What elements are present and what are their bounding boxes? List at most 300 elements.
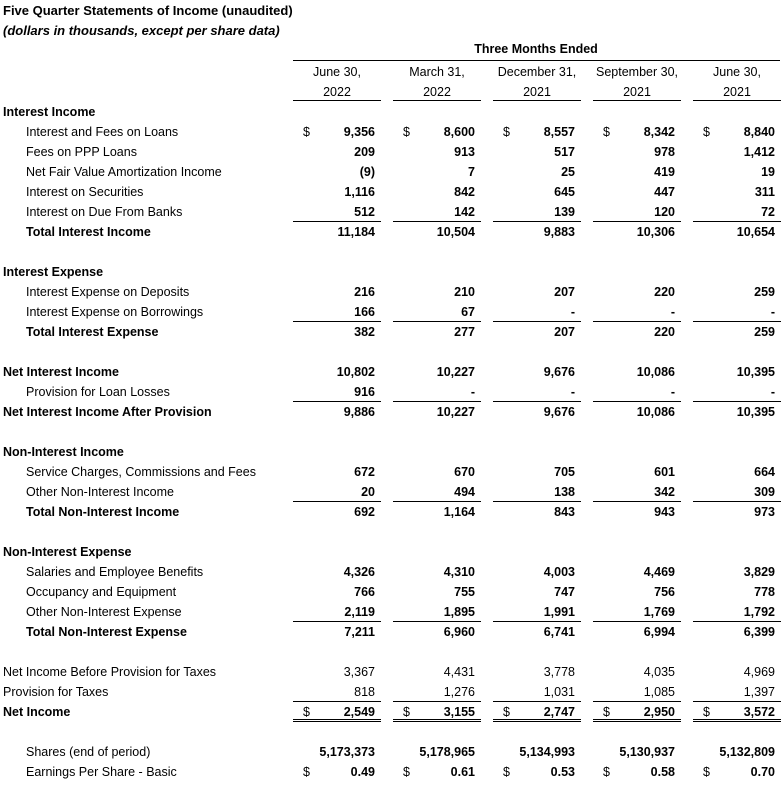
value-number: 1,116 bbox=[344, 185, 375, 199]
column-header-rule bbox=[293, 100, 381, 101]
value-number: 916 bbox=[354, 385, 375, 399]
currency-symbol: $ bbox=[603, 705, 610, 719]
value-cell bbox=[493, 162, 581, 182]
value-number: 7,211 bbox=[344, 625, 375, 639]
value-cell bbox=[593, 562, 681, 582]
value-cell bbox=[293, 702, 381, 722]
value-number: 8,600 bbox=[443, 125, 475, 139]
column-header-rule bbox=[393, 100, 481, 101]
row-label: Net Income bbox=[3, 705, 71, 719]
value-cell bbox=[593, 582, 681, 602]
value-number: 10,086 bbox=[636, 405, 675, 419]
value-number: 1,276 bbox=[443, 685, 475, 699]
value-cell bbox=[493, 562, 581, 582]
value-number: 842 bbox=[454, 185, 475, 199]
row-label: Total Non-Interest Income bbox=[26, 505, 180, 519]
row-label: Net Interest Income After Provision bbox=[3, 405, 212, 419]
value-number: 10,654 bbox=[736, 225, 775, 239]
row-label: Interest on Due From Banks bbox=[26, 205, 183, 219]
value-cell bbox=[493, 302, 581, 322]
value-cell bbox=[693, 302, 781, 322]
value-cell bbox=[293, 122, 381, 142]
value-number: 419 bbox=[654, 165, 675, 179]
value-number: 9,356 bbox=[343, 125, 375, 139]
value-number: 672 bbox=[354, 465, 375, 479]
value-cell bbox=[693, 742, 781, 762]
value-number: - bbox=[770, 385, 775, 399]
value-number: 216 bbox=[354, 285, 375, 299]
value-cell bbox=[593, 182, 681, 202]
value-number: 1,164 bbox=[443, 505, 475, 519]
statement-row bbox=[0, 162, 782, 182]
value-number: 973 bbox=[754, 505, 775, 519]
statement-row bbox=[0, 322, 782, 342]
value-cell bbox=[593, 382, 681, 402]
statement-row bbox=[0, 182, 782, 202]
value-number: 1,412 bbox=[743, 145, 775, 159]
value-cell bbox=[393, 562, 481, 582]
value-cell bbox=[493, 582, 581, 602]
value-cell bbox=[693, 122, 781, 142]
currency-symbol: $ bbox=[403, 705, 410, 719]
value-number: 207 bbox=[554, 325, 575, 339]
row-label: Total Interest Expense bbox=[26, 325, 159, 339]
value-cell bbox=[593, 742, 681, 762]
value-number: 6,994 bbox=[643, 625, 675, 639]
value-number: 943 bbox=[654, 505, 675, 519]
row-label: Total Non-Interest Expense bbox=[26, 625, 187, 639]
currency-symbol: $ bbox=[303, 705, 310, 719]
value-number: 166 bbox=[354, 305, 375, 319]
value-cell bbox=[293, 502, 381, 522]
value-cell bbox=[493, 122, 581, 142]
value-number: 6,741 bbox=[543, 625, 575, 639]
value-cell bbox=[493, 742, 581, 762]
value-number: 3,778 bbox=[543, 665, 575, 679]
column-header-year: 2021 bbox=[623, 85, 651, 99]
value-number: 1,895 bbox=[443, 605, 475, 619]
value-number: 4,035 bbox=[643, 665, 675, 679]
value-cell bbox=[493, 702, 581, 722]
value-number: 8,840 bbox=[743, 125, 775, 139]
value-cell bbox=[593, 142, 681, 162]
value-number: 670 bbox=[454, 465, 475, 479]
value-cell bbox=[593, 162, 681, 182]
currency-symbol: $ bbox=[303, 125, 310, 139]
value-cell bbox=[493, 282, 581, 302]
statement-row bbox=[0, 202, 782, 222]
value-cell bbox=[493, 622, 581, 642]
value-number: 10,802 bbox=[336, 365, 375, 379]
value-number: - bbox=[570, 305, 575, 319]
statement-row bbox=[0, 282, 782, 302]
value-number: 210 bbox=[454, 285, 475, 299]
period-header: Three Months Ended bbox=[474, 42, 598, 56]
value-cell bbox=[293, 482, 381, 502]
value-number: 756 bbox=[654, 585, 675, 599]
value-number: 311 bbox=[754, 185, 775, 199]
value-cell bbox=[693, 282, 781, 302]
statement-row bbox=[0, 362, 782, 382]
currency-symbol: $ bbox=[503, 765, 510, 779]
value-cell bbox=[693, 222, 781, 242]
value-number: 6,960 bbox=[443, 625, 475, 639]
column-header-year: 2021 bbox=[723, 85, 751, 99]
statement-row bbox=[0, 502, 782, 522]
value-number: 10,395 bbox=[736, 405, 775, 419]
value-number: 142 bbox=[454, 205, 475, 219]
value-number: 0.53 bbox=[550, 765, 575, 779]
column-header-date: March 31, bbox=[409, 65, 465, 79]
row-label: Non-Interest Income bbox=[3, 445, 124, 459]
currency-symbol: $ bbox=[703, 125, 710, 139]
value-number: 209 bbox=[354, 145, 375, 159]
value-number: 5,132,809 bbox=[719, 745, 775, 759]
value-number: 447 bbox=[654, 185, 675, 199]
period-header-rule bbox=[293, 60, 780, 61]
value-cell bbox=[393, 362, 481, 382]
currency-symbol: $ bbox=[403, 765, 410, 779]
value-number: 4,310 bbox=[443, 565, 475, 579]
value-number: 517 bbox=[554, 145, 575, 159]
value-cell bbox=[293, 182, 381, 202]
value-cell bbox=[293, 362, 381, 382]
column-header-year: 2022 bbox=[323, 85, 351, 99]
value-cell bbox=[493, 222, 581, 242]
value-cell bbox=[493, 502, 581, 522]
value-cell bbox=[493, 762, 581, 782]
row-label: Shares (end of period) bbox=[26, 745, 151, 759]
row-label: Occupancy and Equipment bbox=[26, 585, 177, 599]
value-cell bbox=[393, 402, 481, 422]
row-label: Other Non-Interest Expense bbox=[26, 605, 182, 619]
row-label: Service Charges, Commissions and Fees bbox=[26, 465, 256, 479]
value-cell bbox=[593, 362, 681, 382]
value-cell bbox=[393, 662, 481, 682]
value-number: 259 bbox=[754, 285, 775, 299]
value-cell bbox=[593, 482, 681, 502]
value-number: 259 bbox=[754, 325, 775, 339]
spacer-row bbox=[0, 642, 782, 662]
value-number: - bbox=[670, 305, 675, 319]
value-cell bbox=[693, 382, 781, 402]
currency-symbol: $ bbox=[603, 765, 610, 779]
value-number: 494 bbox=[454, 485, 475, 499]
value-number: 705 bbox=[554, 465, 575, 479]
value-number: 120 bbox=[654, 205, 675, 219]
column-header-rule bbox=[693, 100, 781, 101]
value-cell bbox=[293, 462, 381, 482]
value-cell bbox=[693, 482, 781, 502]
value-number: 0.58 bbox=[650, 765, 675, 779]
value-number: 4,326 bbox=[343, 565, 375, 579]
value-number: 4,969 bbox=[743, 665, 775, 679]
value-number: 755 bbox=[454, 585, 475, 599]
value-cell bbox=[393, 142, 481, 162]
value-cell bbox=[493, 382, 581, 402]
row-label: Net Fair Value Amortization Income bbox=[26, 165, 222, 179]
value-number: 10,086 bbox=[636, 365, 675, 379]
statement-row bbox=[0, 622, 782, 642]
value-number: (9) bbox=[359, 165, 375, 179]
value-cell bbox=[493, 362, 581, 382]
value-cell bbox=[693, 142, 781, 162]
value-number: 1,792 bbox=[743, 605, 775, 619]
value-number: 4,469 bbox=[643, 565, 675, 579]
value-cell bbox=[693, 602, 781, 622]
value-cell bbox=[393, 182, 481, 202]
value-cell bbox=[293, 622, 381, 642]
value-cell bbox=[493, 682, 581, 702]
value-cell bbox=[293, 402, 381, 422]
row-label: Total Interest Income bbox=[26, 225, 151, 239]
value-number: 20 bbox=[361, 485, 375, 499]
value-cell bbox=[293, 762, 381, 782]
value-cell bbox=[393, 762, 481, 782]
statement-row bbox=[0, 562, 782, 582]
value-number: 3,155 bbox=[443, 705, 475, 719]
value-cell bbox=[593, 282, 681, 302]
column-header-date: June 30, bbox=[313, 65, 361, 79]
value-cell bbox=[293, 562, 381, 582]
value-cell bbox=[593, 502, 681, 522]
spacer-row bbox=[0, 242, 782, 262]
statement-row bbox=[0, 542, 782, 562]
value-number: 692 bbox=[354, 505, 375, 519]
value-cell bbox=[693, 702, 781, 722]
value-cell bbox=[593, 662, 681, 682]
value-number: 7 bbox=[468, 165, 475, 179]
value-number: 978 bbox=[654, 145, 675, 159]
value-number: 3,572 bbox=[743, 705, 775, 719]
value-number: 2,950 bbox=[643, 705, 675, 719]
value-cell bbox=[293, 602, 381, 622]
value-number: 664 bbox=[754, 465, 775, 479]
value-number: 5,173,373 bbox=[319, 745, 375, 759]
statement-subtitle: (dollars in thousands, except per share data) bbox=[3, 23, 280, 38]
statement-row bbox=[0, 442, 782, 462]
statement-row bbox=[0, 462, 782, 482]
row-label: Interest and Fees on Loans bbox=[26, 125, 179, 139]
column-header-year: 2022 bbox=[423, 85, 451, 99]
value-cell bbox=[393, 322, 481, 342]
column-header-date: September 30, bbox=[596, 65, 678, 79]
currency-symbol: $ bbox=[603, 125, 610, 139]
statement-row bbox=[0, 482, 782, 502]
value-number: 3,829 bbox=[743, 565, 775, 579]
value-number: 10,395 bbox=[736, 365, 775, 379]
value-cell bbox=[593, 322, 681, 342]
statement-title: Five Quarter Statements of Income (unaudited) bbox=[3, 3, 293, 18]
value-number: 382 bbox=[354, 325, 375, 339]
currency-symbol: $ bbox=[503, 125, 510, 139]
value-number: 25 bbox=[561, 165, 575, 179]
value-cell bbox=[393, 202, 481, 222]
value-number: 0.61 bbox=[450, 765, 475, 779]
value-cell bbox=[393, 582, 481, 602]
value-number: 2,747 bbox=[543, 705, 575, 719]
value-number: 1,397 bbox=[743, 685, 775, 699]
value-number: 10,227 bbox=[436, 405, 475, 419]
value-number: 19 bbox=[761, 165, 775, 179]
value-number: 5,178,965 bbox=[419, 745, 475, 759]
value-cell bbox=[493, 182, 581, 202]
value-number: 645 bbox=[554, 185, 575, 199]
value-cell bbox=[293, 682, 381, 702]
value-cell bbox=[393, 622, 481, 642]
value-cell bbox=[693, 762, 781, 782]
value-cell bbox=[393, 222, 481, 242]
value-cell bbox=[593, 202, 681, 222]
value-number: 8,342 bbox=[643, 125, 675, 139]
row-label: Provision for Loan Losses bbox=[26, 385, 170, 399]
value-cell bbox=[593, 462, 681, 482]
value-cell bbox=[693, 662, 781, 682]
currency-symbol: $ bbox=[703, 705, 710, 719]
value-cell bbox=[393, 502, 481, 522]
value-cell bbox=[393, 282, 481, 302]
row-label: Other Non-Interest Income bbox=[26, 485, 174, 499]
value-cell bbox=[293, 322, 381, 342]
value-number: 512 bbox=[354, 205, 375, 219]
row-label: Non-Interest Expense bbox=[3, 545, 132, 559]
value-cell bbox=[393, 162, 481, 182]
row-label: Interest on Securities bbox=[26, 185, 144, 199]
value-cell bbox=[293, 302, 381, 322]
value-number: 139 bbox=[554, 205, 575, 219]
row-label: Interest Expense bbox=[3, 265, 104, 279]
value-cell bbox=[493, 142, 581, 162]
value-number: 5,130,937 bbox=[619, 745, 675, 759]
currency-symbol: $ bbox=[403, 125, 410, 139]
value-number: 3,367 bbox=[343, 665, 375, 679]
value-number: 72 bbox=[761, 205, 775, 219]
value-number: 10,504 bbox=[436, 225, 475, 239]
value-number: 207 bbox=[554, 285, 575, 299]
currency-symbol: $ bbox=[503, 705, 510, 719]
value-number: - bbox=[470, 385, 475, 399]
value-number: 778 bbox=[754, 585, 775, 599]
statement-row bbox=[0, 402, 782, 422]
currency-symbol: $ bbox=[703, 765, 710, 779]
value-cell bbox=[693, 362, 781, 382]
value-number: 4,431 bbox=[443, 665, 475, 679]
value-cell bbox=[693, 182, 781, 202]
value-cell bbox=[293, 742, 381, 762]
value-cell bbox=[393, 302, 481, 322]
value-cell bbox=[293, 202, 381, 222]
value-cell bbox=[293, 582, 381, 602]
value-number: 2,119 bbox=[344, 605, 375, 619]
value-number: 0.70 bbox=[750, 765, 775, 779]
value-number: 0.49 bbox=[350, 765, 375, 779]
value-cell bbox=[293, 382, 381, 402]
value-number: 913 bbox=[454, 145, 475, 159]
value-number: 818 bbox=[354, 685, 375, 699]
row-label: Earnings Per Share - Basic bbox=[26, 765, 177, 779]
value-cell bbox=[693, 502, 781, 522]
spacer-row bbox=[0, 522, 782, 542]
row-label: Net Income Before Provision for Taxes bbox=[3, 665, 217, 679]
value-number: 9,676 bbox=[543, 405, 575, 419]
value-number: 138 bbox=[554, 485, 575, 499]
statement-row bbox=[0, 302, 782, 322]
value-number: 9,676 bbox=[543, 365, 575, 379]
value-cell bbox=[693, 322, 781, 342]
value-cell bbox=[493, 662, 581, 682]
row-label: Net Interest Income bbox=[3, 365, 120, 379]
value-cell bbox=[293, 282, 381, 302]
value-cell bbox=[493, 402, 581, 422]
value-cell bbox=[393, 382, 481, 402]
statement-row bbox=[0, 762, 782, 782]
value-number: 5,134,993 bbox=[519, 745, 575, 759]
value-cell bbox=[293, 662, 381, 682]
statement-row bbox=[0, 582, 782, 602]
value-number: 1,991 bbox=[543, 605, 575, 619]
statement-row bbox=[0, 602, 782, 622]
spacer-row bbox=[0, 722, 782, 742]
value-cell bbox=[593, 402, 681, 422]
spacer-row bbox=[0, 422, 782, 442]
row-label: Interest Expense on Deposits bbox=[26, 285, 190, 299]
value-cell bbox=[293, 162, 381, 182]
value-number: 67 bbox=[461, 305, 475, 319]
value-cell bbox=[693, 462, 781, 482]
value-number: 277 bbox=[454, 325, 475, 339]
value-cell bbox=[393, 602, 481, 622]
value-cell bbox=[393, 702, 481, 722]
value-number: - bbox=[570, 385, 575, 399]
statement-row bbox=[0, 662, 782, 682]
value-cell bbox=[493, 482, 581, 502]
value-number: 10,227 bbox=[436, 365, 475, 379]
column-header-date: June 30, bbox=[713, 65, 761, 79]
value-number: 601 bbox=[654, 465, 675, 479]
value-cell bbox=[593, 122, 681, 142]
value-number: 8,557 bbox=[543, 125, 575, 139]
value-cell bbox=[493, 322, 581, 342]
value-number: - bbox=[670, 385, 675, 399]
value-number: 342 bbox=[654, 485, 675, 499]
value-cell bbox=[693, 622, 781, 642]
statement-row bbox=[0, 682, 782, 702]
value-cell bbox=[693, 202, 781, 222]
row-label: Interest Expense on Borrowings bbox=[26, 305, 204, 319]
value-cell bbox=[593, 762, 681, 782]
value-number: 1,769 bbox=[643, 605, 675, 619]
value-cell bbox=[493, 462, 581, 482]
value-number: 11,184 bbox=[337, 225, 375, 239]
value-number: 10,306 bbox=[636, 225, 675, 239]
value-number: 766 bbox=[354, 585, 375, 599]
value-cell bbox=[293, 142, 381, 162]
value-cell bbox=[393, 742, 481, 762]
value-cell bbox=[393, 482, 481, 502]
statement-row bbox=[0, 222, 782, 242]
row-label: Provision for Taxes bbox=[3, 685, 109, 699]
value-cell bbox=[493, 602, 581, 622]
row-label: Fees on PPP Loans bbox=[26, 145, 137, 159]
statement-row bbox=[0, 382, 782, 402]
value-cell bbox=[293, 222, 381, 242]
value-number: 843 bbox=[554, 505, 575, 519]
column-header-year: 2021 bbox=[523, 85, 551, 99]
value-cell bbox=[693, 682, 781, 702]
spacer-row bbox=[0, 342, 782, 362]
row-label: Interest Income bbox=[3, 105, 96, 119]
value-cell bbox=[593, 222, 681, 242]
